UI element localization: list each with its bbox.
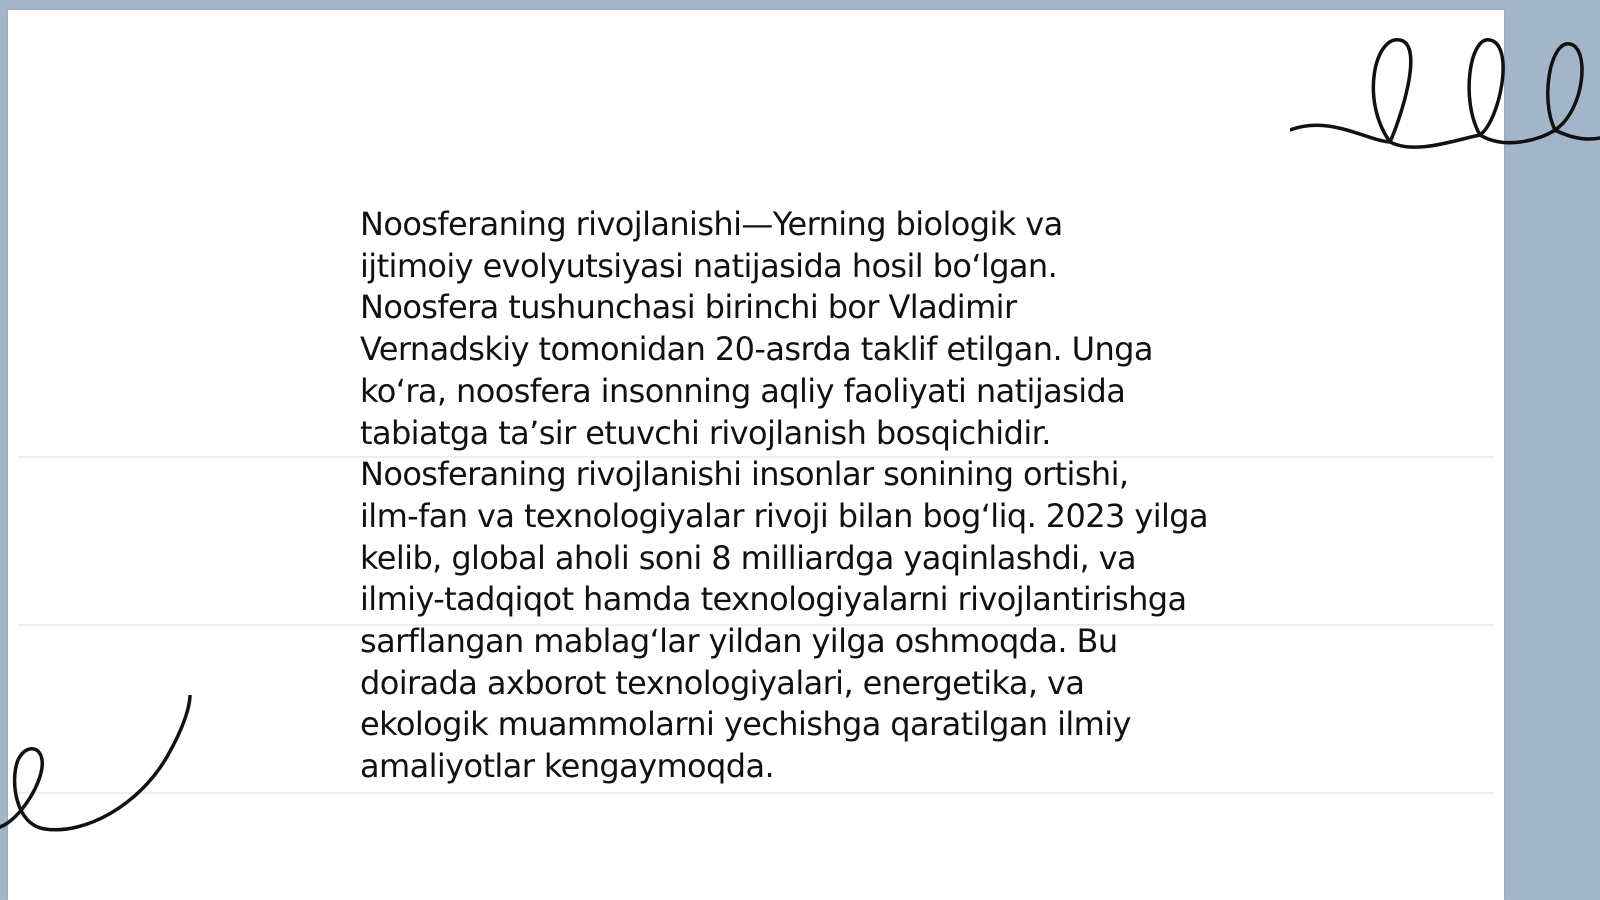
swirl-squiggle-icon <box>0 695 200 855</box>
body-paragraph: Noosferaning rivojlanishi—Yerning biologik va ijtimoiy evolyutsiyasi natijasida hosil boʻlgan. Noosfera tushunchasi birinchi bor Vladimir Vernadskiy tomonidan 20-asrda taklif etilgan. Unga koʻra, noosfera insonning aqliy faoliyati natijasida tabiatga ta’sir etuvchi rivojlanish bosqichidir. Noosferaning rivojlanishi insonlar sonining ortishi, ilm-fan va texnologiyalar rivoji bilan bogʻliq. 2023 yilga kelib, global aholi soni 8 milliardga yaqinlashdi, va ilmiy-tadqiqot hamda texnologiyalarni rivojlantirishga sarflangan mablagʻlar yildan yilga oshmoqda. Bu doirada axborot texnologiyalari, energetika, va ekologik muammolarni yechishga qaratilgan ilmiy amaliyotlar kengaymoqda. <box>360 205 1208 786</box>
ruled-line <box>18 792 1494 794</box>
loop-squiggle-icon <box>1290 30 1600 165</box>
